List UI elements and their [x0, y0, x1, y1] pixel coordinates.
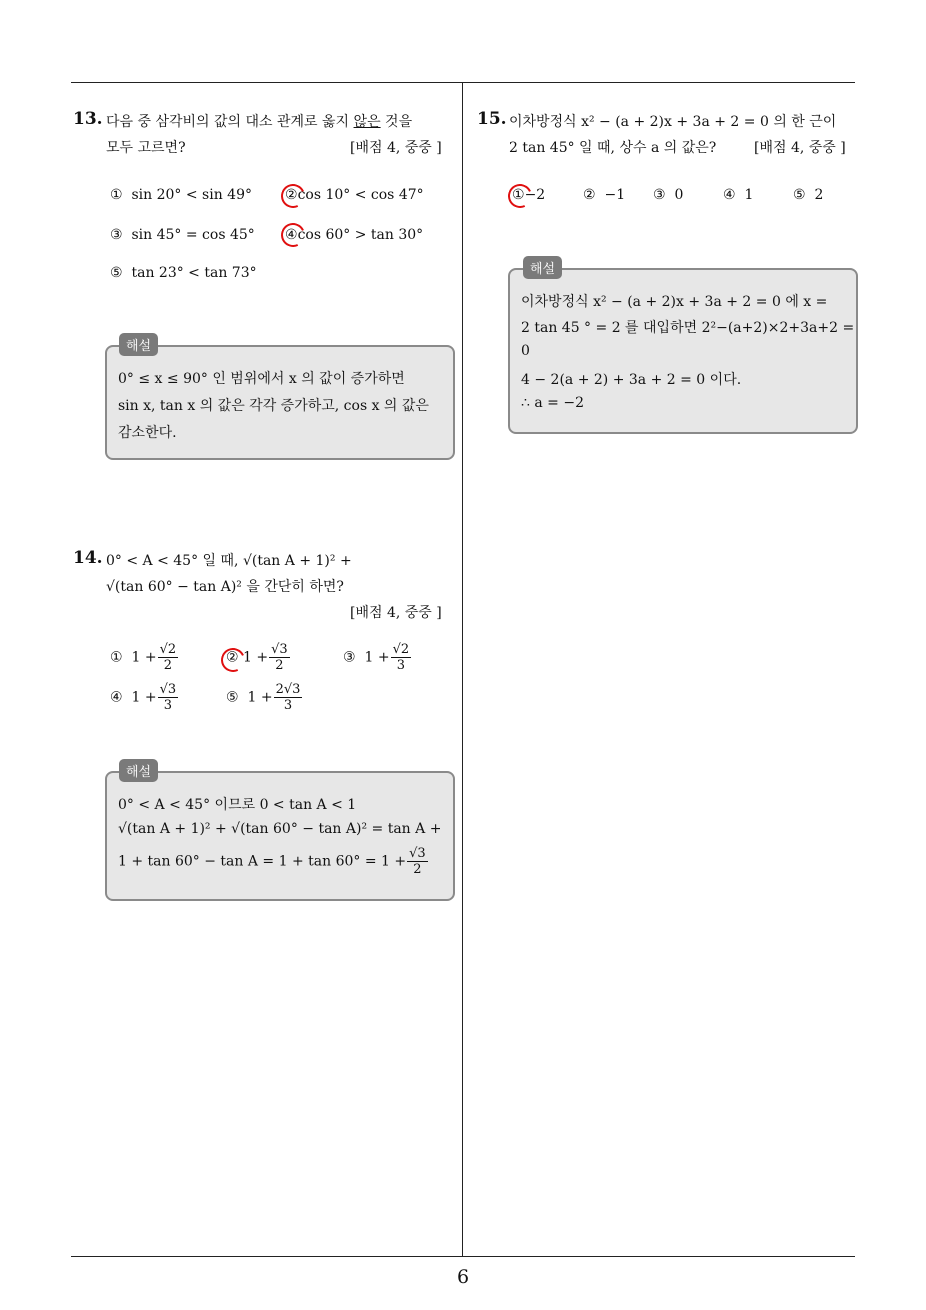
fraction-numerator: √3 — [271, 642, 288, 657]
q13-stem-a: 다음 중 삼각비의 값의 대소 관계로 옳지 — [106, 114, 354, 130]
q15-solution-line2: 2 tan 45 ° = 2 를 대입하면 2²−(a+2)×2+3a+2 = — [521, 320, 855, 336]
q15-solution-line4: 4 − 2(a + 2) + 3a + 2 = 0 이다. — [521, 372, 742, 388]
q15-choice-1[interactable] — [512, 187, 545, 203]
q13-choice-1[interactable] — [110, 187, 252, 203]
q15-choice-2[interactable] — [583, 187, 625, 203]
choice-fraction — [274, 682, 303, 713]
choice-text: tan 23° < tan 73° — [131, 265, 257, 281]
q14-choice-2[interactable] — [226, 642, 291, 673]
choice-text: sin 45° = cos 45° — [131, 227, 255, 243]
choice-text: 1 — [744, 187, 754, 203]
choice-text: −2 — [524, 187, 546, 203]
solution-text: 1 + tan 60° − tan A = 1 + tan 60° = 1 + — [118, 853, 407, 870]
q13-number: 13. — [73, 109, 103, 129]
fraction-numerator: √3 — [159, 682, 177, 697]
fraction-denominator: 3 — [283, 698, 293, 713]
q15-stem-line1: 이차방정식 x² − (a + 2)x + 3a + 2 = 0 의 한 근이 — [509, 114, 837, 130]
q13-choice-2[interactable] — [285, 187, 424, 203]
choice-prefix: 1 + — [131, 689, 157, 706]
fraction-denominator: 2 — [275, 658, 284, 673]
choice-label: ② — [285, 187, 298, 203]
choice-prefix: 1 + — [243, 649, 269, 666]
q13-solution-tag: 해설 — [119, 333, 158, 356]
fraction-numerator: √2 — [392, 642, 410, 657]
q14-solution-line1: 0° < A < 45° 이므로 0 < tan A < 1 — [118, 797, 357, 813]
q15-points: [배점 4, 중중 ] — [754, 140, 846, 156]
q14-solution-tag: 해설 — [119, 759, 158, 782]
q15-solution-line3: 0 — [521, 343, 530, 359]
fraction-denominator: 3 — [396, 658, 405, 673]
choice-prefix: 1 + — [364, 649, 390, 666]
bottom-rule — [71, 1256, 855, 1257]
choice-label: ④ — [285, 227, 298, 243]
choice-text: cos 10° < cos 47° — [297, 187, 424, 203]
choice-label: ③ — [110, 227, 123, 243]
q14-stem-line1: 0° < A < 45° 일 때, √(tan A + 1)² + — [106, 553, 352, 569]
q14-choice-1[interactable] — [110, 642, 179, 673]
q15-solution-line5: ∴ a = −2 — [521, 395, 584, 411]
choice-label: ① — [110, 187, 123, 203]
choice-fraction — [391, 642, 412, 673]
choice-text: sin 20° < sin 49° — [131, 187, 252, 203]
q13-choice-4[interactable] — [285, 227, 423, 243]
q14-number: 14. — [73, 548, 103, 568]
fraction-denominator: 2 — [163, 658, 172, 673]
column-divider — [462, 82, 463, 1256]
q13-points: [배점 4, 중중 ] — [350, 140, 442, 156]
choice-prefix: 1 + — [247, 689, 273, 706]
choice-text: 0 — [674, 187, 684, 203]
q14-choice-4[interactable] — [110, 682, 179, 713]
choice-label: ③ — [653, 187, 666, 203]
choice-label: ② — [583, 187, 596, 203]
choice-text: cos 60° > tan 30° — [297, 227, 424, 243]
choice-fraction — [158, 682, 179, 713]
q14-solution-line3 — [118, 846, 429, 877]
q15-choice-4[interactable] — [723, 187, 753, 203]
choice-prefix: 1 + — [131, 649, 157, 666]
page-number: 6 — [456, 1266, 470, 1288]
top-rule — [71, 82, 855, 83]
choice-label: ① — [110, 649, 123, 666]
choice-label: ⑤ — [226, 689, 239, 706]
q14-points: [배점 4, 중중 ] — [350, 605, 442, 621]
fraction-denominator: 3 — [163, 698, 172, 713]
q15-solution-tag: 해설 — [523, 256, 562, 279]
q13-stem-b: 것을 — [380, 114, 413, 130]
choice-label: ⑤ — [110, 265, 123, 281]
choice-label: ④ — [723, 187, 736, 203]
choice-text: −1 — [604, 187, 626, 203]
choice-label: ② — [226, 649, 239, 666]
q14-stem-line2: √(tan 60° − tan A)² 을 간단히 하면? — [106, 579, 344, 595]
q13-solution-line1: 0° ≤ x ≤ 90° 인 범위에서 x 의 값이 증가하면 — [118, 371, 405, 387]
q13-stem-line1 — [106, 111, 412, 131]
choice-label: ④ — [110, 689, 123, 706]
choice-label: ① — [512, 187, 525, 203]
choice-label: ③ — [343, 649, 356, 666]
fraction-denominator: 2 — [413, 862, 422, 877]
q15-choice-5[interactable] — [793, 187, 823, 203]
q13-solution-line2: sin x, tan x 의 값은 각각 증가하고, cos x 의 값은 — [118, 398, 429, 414]
q15-stem-line2: 2 tan 45° 일 때, 상수 a 의 값은? — [509, 140, 717, 156]
q13-stem-underline: 않은 — [353, 114, 381, 130]
choice-fraction — [269, 642, 290, 673]
q13-choice-5[interactable] — [110, 265, 257, 281]
choice-label: ⑤ — [793, 187, 806, 203]
fraction-numerator: 2√3 — [275, 682, 301, 697]
q15-number: 15. — [477, 109, 507, 129]
q14-choice-3[interactable] — [343, 642, 412, 673]
fraction-numerator: √3 — [409, 846, 426, 861]
q15-choice-3[interactable] — [653, 187, 683, 203]
q13-solution-line3: 감소한다. — [118, 425, 177, 441]
q13-stem-line2: 모두 고르면? — [106, 140, 186, 156]
q14-solution-line2: √(tan A + 1)² + √(tan 60° − tan A)² = tan A + — [118, 821, 442, 837]
q15-solution-line1: 이차방정식 x² − (a + 2)x + 3a + 2 = 0 에 x = — [521, 294, 828, 310]
q13-choice-3[interactable] — [110, 227, 255, 243]
choice-fraction — [158, 642, 179, 673]
fraction-numerator: √2 — [159, 642, 177, 657]
q14-choice-5[interactable] — [226, 682, 303, 713]
solution-fraction — [407, 846, 428, 877]
choice-text: 2 — [814, 187, 824, 203]
